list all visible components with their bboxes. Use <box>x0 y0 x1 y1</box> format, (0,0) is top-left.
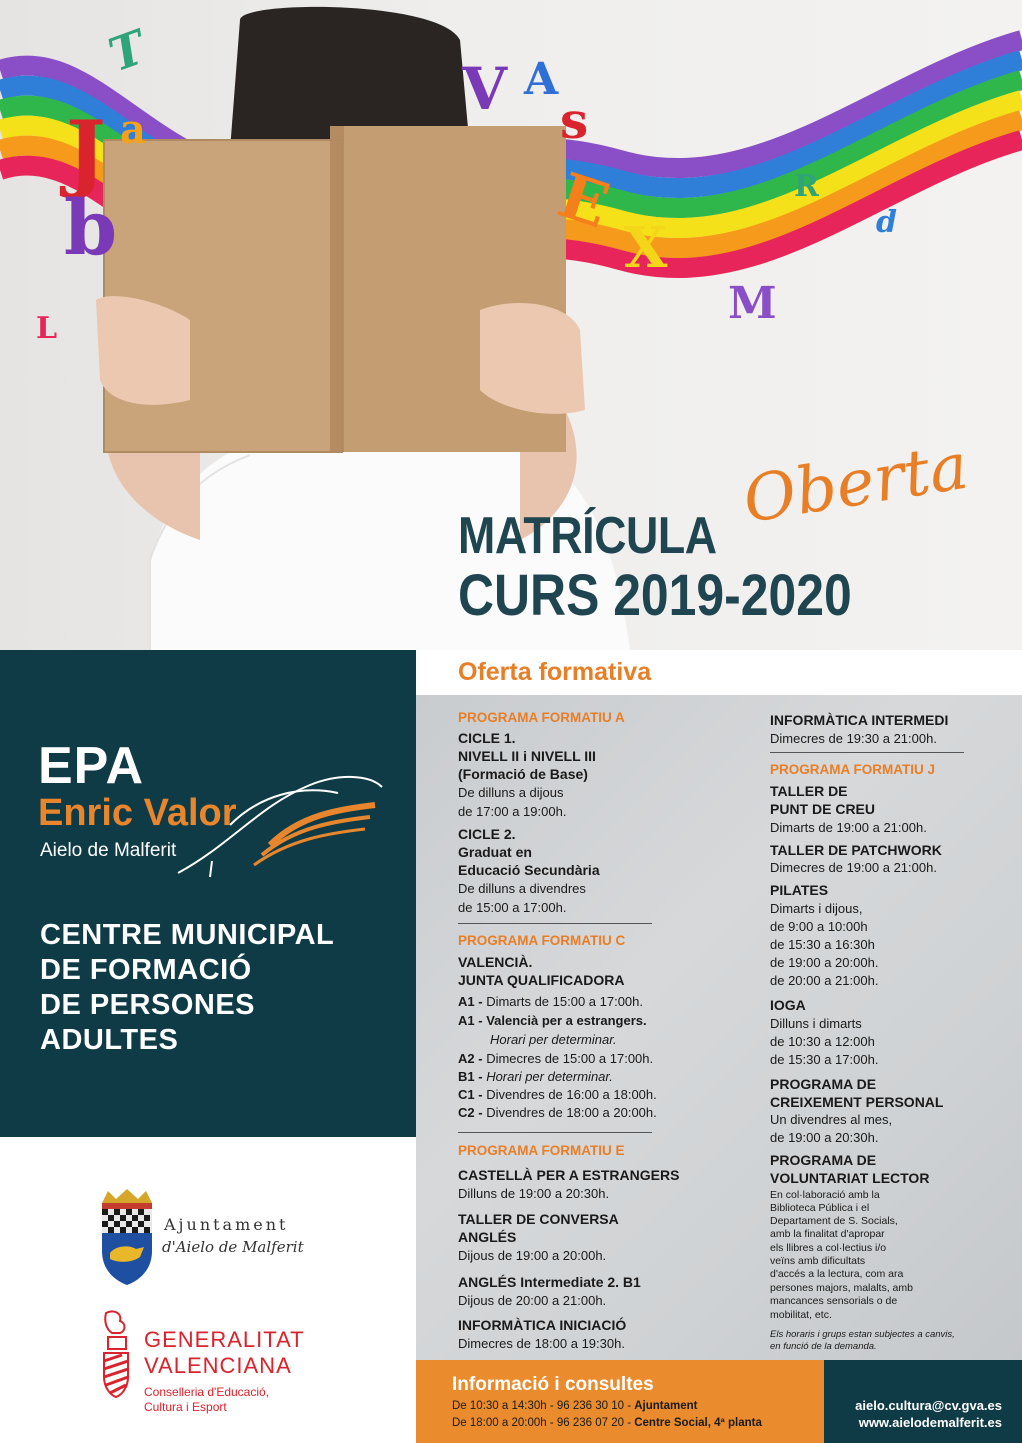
title-matricula: MATRÍCULA <box>458 507 717 565</box>
centre-name <box>40 918 334 1058</box>
level-row <box>458 1104 657 1122</box>
hero-banner <box>0 0 1022 650</box>
course-title: CICLE 2. <box>458 826 516 842</box>
letter-decoration: R <box>794 169 819 204</box>
epa-logo-subtitle: Enric Valor <box>38 792 237 834</box>
course-title: ANGLÉS <box>458 1229 517 1245</box>
level-text: Dimarts de 15:00 a 17:00h. <box>486 994 644 1009</box>
course-schedule: Dimarts i dijous, <box>770 901 863 916</box>
letter-decoration: b <box>64 183 118 272</box>
course-description: Biblioteca Pública i el <box>770 1202 870 1214</box>
course-title: TALLER DE <box>770 783 848 799</box>
level-text: Horari per determinar. <box>486 1069 613 1084</box>
course-title: Educació Secundària <box>458 862 600 878</box>
course-title: JUNTA QUALIFICADORA <box>458 972 625 988</box>
course-description: En col·laboració amb la <box>770 1189 880 1201</box>
letter-decoration: a <box>120 106 146 153</box>
course-offer-panel <box>416 695 1022 1360</box>
course-schedule: de 20:00 a 21:00h. <box>770 973 879 988</box>
program-a-heading: PROGRAMA FORMATIU A <box>458 710 625 725</box>
enrollment-title <box>458 429 998 638</box>
generalitat-name-line: VALENCIANA <box>144 1353 292 1378</box>
course-title: CICLE 1. <box>458 730 516 746</box>
centre-name-line: DE FORMACIÓ <box>40 954 252 986</box>
course-schedule: Dimecres de 18:00 a 19:30h. <box>458 1336 625 1351</box>
course-title: VOLUNTARIAT LECTOR <box>770 1170 930 1186</box>
course-schedule: Un divendres al mes, <box>770 1112 893 1127</box>
course-title: TALLER DE CONVERSA <box>458 1211 619 1227</box>
centre-name-line: ADULTES <box>40 1024 179 1056</box>
oferta-formativa-heading: Oferta formativa <box>458 658 652 686</box>
letter-decoration: s <box>560 91 589 150</box>
course-description: mobilitat, etc. <box>770 1309 832 1321</box>
course-title: IOGA <box>770 997 806 1013</box>
epa-swoosh-logo-icon <box>170 765 390 885</box>
course-description: mancances sensorials o de <box>770 1295 898 1307</box>
level-text: Dimecres de 15:00 a 17:00h. <box>486 1051 654 1066</box>
course-schedule: de 19:00 a 20:30h. <box>770 1130 879 1145</box>
sponsor-logos <box>0 1137 416 1443</box>
ajuntament-place: d'Aielo de Malferit <box>162 1238 304 1256</box>
contact-place: Centre Social, 4ª planta <box>634 1417 762 1429</box>
level-code: B1 - <box>458 1069 483 1084</box>
course-schedule: de 10:30 a 12:00h <box>770 1034 875 1049</box>
letter-decoration: L <box>36 311 58 346</box>
contact-web-bar <box>824 1360 1022 1443</box>
level-text: Horari per determinar. <box>490 1032 617 1047</box>
course-schedule: Dilluns i dimarts <box>770 1016 862 1031</box>
course-description: amb la finalitat d'apropar <box>770 1228 885 1240</box>
course-title: Graduat en <box>458 844 532 860</box>
level-code: A1 - <box>458 994 483 1009</box>
ajuntament-label: Ajuntament <box>164 1215 289 1234</box>
course-title: TALLER DE PATCHWORK <box>770 842 942 858</box>
course-schedule: de 19:00 a 20:00h. <box>770 955 879 970</box>
conselleria-name-line: Conselleria d'Educació, <box>144 1385 270 1399</box>
course-schedule: De dilluns a dijous <box>458 785 564 800</box>
letter-decoration: A <box>524 54 559 105</box>
course-schedule: Dijous de 19:00 a 20:00h. <box>458 1248 607 1263</box>
course-title: INFORMÀTICA INTERMEDI <box>770 712 949 728</box>
level-text: Divendres de 18:00 a 20:00h. <box>486 1105 657 1120</box>
level-row <box>458 1050 653 1068</box>
conselleria-name <box>144 1385 269 1415</box>
course-description: Departament de S. Socials, <box>770 1215 898 1227</box>
letter-decoration: d <box>876 205 897 240</box>
level-row <box>458 1012 647 1030</box>
course-title: NIVELL II i NIVELL III <box>458 748 596 764</box>
title-oberta: Oberta <box>738 429 974 538</box>
centre-name-line: DE PERSONES <box>40 989 255 1021</box>
course-title: PROGRAMA DE <box>770 1152 877 1168</box>
level-code: C1 - <box>458 1087 483 1102</box>
course-description: veïns amb dificultats <box>770 1255 866 1267</box>
course-description: els llibres a col·lectius i/o <box>770 1242 887 1254</box>
course-schedule: Dimecres de 19:30 a 21:00h. <box>770 731 937 746</box>
level-code: C2 - <box>458 1105 483 1120</box>
contact-time-phone: De 10:30 a 14:30h - 96 236 30 10 - <box>452 1400 635 1412</box>
level-row <box>458 993 643 1011</box>
course-schedule: de 15:00 a 17:00h. <box>458 900 567 915</box>
conselleria-name-line: Cultura i Esport <box>144 1400 227 1414</box>
course-schedule: Dijous de 20:00 a 21:00h. <box>458 1293 607 1308</box>
letter-decoration: J <box>66 102 106 201</box>
level-code: A1 - <box>458 1013 483 1028</box>
contact-info-bar <box>416 1360 824 1443</box>
schedule-note: Els horaris i grups estan subjectes a canvis, <box>770 1329 955 1340</box>
program-c-heading: PROGRAMA FORMATIU C <box>458 933 626 948</box>
contact-website-link[interactable]: www.aielodemalferit.es <box>858 1415 1002 1430</box>
course-schedule: Dimarts de 19:00 a 21:00h. <box>770 820 927 835</box>
level-code: A2 - <box>458 1051 483 1066</box>
letter-decoration: X <box>624 215 668 281</box>
level-row <box>458 1086 657 1104</box>
level-text: Valencià per a estrangers. <box>486 1013 647 1028</box>
course-title: INFORMÀTICA INICIACIÓ <box>458 1317 627 1333</box>
generalitat-emblem-icon <box>96 1309 136 1399</box>
letter-decoration: V <box>462 55 508 123</box>
program-j-heading: PROGRAMA FORMATIU J <box>770 762 935 777</box>
program-e-heading: PROGRAMA FORMATIU E <box>458 1143 625 1158</box>
course-description: d'accés a la lectura, com ara <box>770 1268 904 1280</box>
contact-line <box>452 1400 697 1412</box>
contact-place: Ajuntament <box>634 1400 698 1412</box>
course-title: ANGLÉS Intermediate 2. B1 <box>458 1274 641 1290</box>
divider <box>458 1132 652 1133</box>
divider <box>770 752 964 753</box>
contact-heading: Informació i consultes <box>452 1374 654 1395</box>
course-schedule: De dilluns a divendres <box>458 881 586 896</box>
contact-time-phone: De 18:00 a 20:00h - 96 236 07 20 - <box>452 1417 635 1429</box>
level-text: Divendres de 16:00 a 18:00h. <box>486 1087 657 1102</box>
course-title: CASTELLÀ PER A ESTRANGERS <box>458 1167 680 1183</box>
course-title: PROGRAMA DE <box>770 1076 877 1092</box>
generalitat-name <box>144 1327 305 1379</box>
divider <box>458 923 652 924</box>
course-title: PILATES <box>770 882 829 898</box>
course-title: CREIXEMENT PERSONAL <box>770 1094 944 1110</box>
course-schedule: Dimecres de 19:00 a 21:00h. <box>770 860 937 875</box>
course-title: PUNT DE CREU <box>770 801 876 817</box>
course-description: persones majors, malalts, amb <box>770 1282 913 1294</box>
epa-logo-place: Aielo de Malferit <box>40 840 177 861</box>
title-course-year: CURS 2019-2020 <box>458 563 852 628</box>
generalitat-name-line: GENERALITAT <box>144 1327 305 1352</box>
course-schedule: de 17:00 a 19:00h. <box>458 804 567 819</box>
letter-decoration: M <box>728 278 777 329</box>
course-schedule: Dilluns de 19:00 a 20:30h. <box>458 1186 610 1201</box>
letter-decoration: T <box>101 19 153 83</box>
course-schedule: de 15:30 a 16:30h <box>770 937 875 952</box>
course-title: (Formació de Base) <box>458 766 588 782</box>
ajuntament-shield-icon <box>96 1187 158 1287</box>
course-schedule: de 15:30 a 17:00h. <box>770 1052 879 1067</box>
contact-line <box>452 1417 762 1429</box>
level-row <box>458 1068 613 1086</box>
epa-logo-text: EPA <box>38 737 145 795</box>
epa-panel <box>0 650 416 1137</box>
schedule-note: en funció de la demanda. <box>770 1341 877 1352</box>
course-title: VALENCIÀ. <box>458 954 533 970</box>
centre-name-line: CENTRE MUNICIPAL <box>40 919 335 951</box>
course-schedule: de 9:00 a 10:00h <box>770 919 868 934</box>
letter-decoration: E <box>550 158 618 243</box>
contact-email-link[interactable]: aielo.cultura@cv.gva.es <box>855 1398 1002 1413</box>
